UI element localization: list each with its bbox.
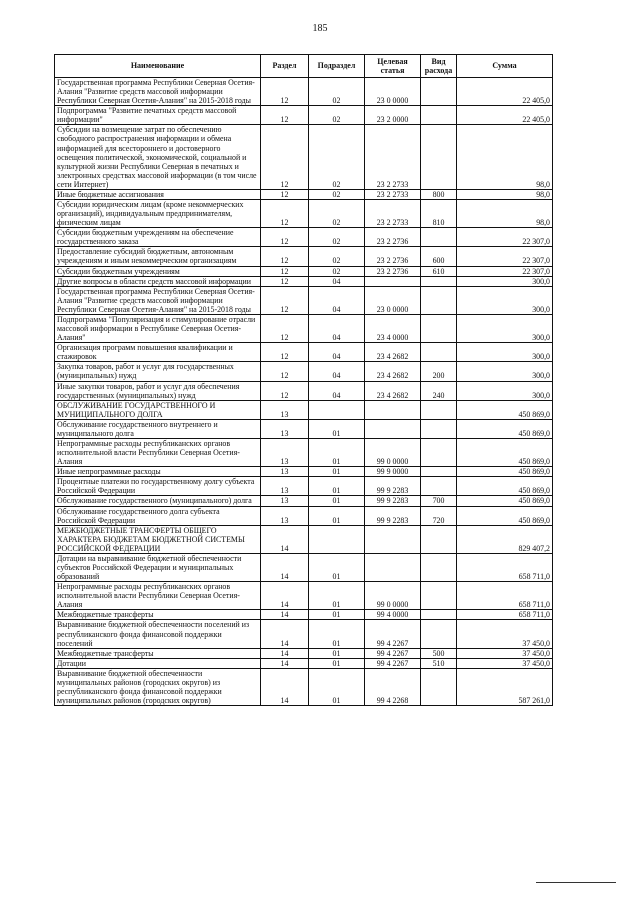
row-name-cell: Иные закупки товаров, работ и услуг для обеспечения государственных (муниципальных) нужд xyxy=(55,381,261,400)
row-target-cell: 99 9 2283 xyxy=(365,477,421,496)
row-subsection-cell: 04 xyxy=(309,314,365,342)
row-target-cell: 99 0 0000 xyxy=(365,438,421,466)
row-section-cell: 12 xyxy=(261,286,309,314)
row-subsection-cell xyxy=(309,400,365,419)
table-row xyxy=(55,362,553,381)
table-row xyxy=(55,610,553,620)
table-row xyxy=(55,419,553,438)
row-section-cell: 13 xyxy=(261,400,309,419)
row-subsection-cell: 02 xyxy=(309,78,365,106)
row-name-cell: Закупка товаров, работ и услуг для государственных (муниципальных) нужд xyxy=(55,362,261,381)
row-target-cell xyxy=(365,525,421,553)
table-row xyxy=(55,228,553,247)
row-section-cell: 12 xyxy=(261,125,309,190)
header-sum: Сумма xyxy=(457,55,553,78)
row-target-cell: 23 0 0000 xyxy=(365,78,421,106)
row-subsection-cell: 01 xyxy=(309,668,365,705)
row-name-cell: Государственная программа Республики Северная Осетия-Алания "Развитие средств массовой информации Республики Северная Осетия-Алания" на 2015-2018 годы xyxy=(55,286,261,314)
table-row xyxy=(55,276,553,286)
row-section-cell: 12 xyxy=(261,200,309,228)
row-name-cell: Иные бюджетные ассигнования xyxy=(55,189,261,199)
row-subsection-cell: 01 xyxy=(309,582,365,610)
row-subsection-cell: 02 xyxy=(309,228,365,247)
row-sum-cell: 300,0 xyxy=(457,343,553,362)
row-section-cell: 13 xyxy=(261,438,309,466)
table-row xyxy=(55,553,553,581)
table-row xyxy=(55,78,553,106)
header-subsection: Подраздел xyxy=(309,55,365,78)
row-section-cell: 14 xyxy=(261,620,309,648)
row-type-cell xyxy=(421,477,457,496)
header-type: Вид расхода xyxy=(421,55,457,78)
row-subsection-cell: 04 xyxy=(309,343,365,362)
row-section-cell: 14 xyxy=(261,582,309,610)
row-type-cell xyxy=(421,620,457,648)
row-subsection-cell: 01 xyxy=(309,438,365,466)
row-sum-cell: 658 711,0 xyxy=(457,553,553,581)
row-type-cell xyxy=(421,314,457,342)
row-name-cell: Подпрограмма "Развитие печатных средств массовой информации" xyxy=(55,106,261,125)
table-row xyxy=(55,658,553,668)
row-type-cell xyxy=(421,467,457,477)
row-type-cell: 720 xyxy=(421,506,457,525)
row-target-cell: 23 4 0000 xyxy=(365,314,421,342)
row-sum-cell: 450 869,0 xyxy=(457,438,553,466)
row-subsection-cell: 01 xyxy=(309,620,365,648)
row-target-cell: 99 4 2267 xyxy=(365,620,421,648)
row-target-cell: 99 4 0000 xyxy=(365,610,421,620)
row-sum-cell: 450 869,0 xyxy=(457,477,553,496)
header-name: Наименование xyxy=(55,55,261,78)
table-row xyxy=(55,525,553,553)
row-type-cell xyxy=(421,438,457,466)
row-subsection-cell: 01 xyxy=(309,467,365,477)
row-section-cell: 12 xyxy=(261,247,309,266)
header-target: Целевая статья xyxy=(365,55,421,78)
row-target-cell: 23 4 2682 xyxy=(365,343,421,362)
row-section-cell: 14 xyxy=(261,610,309,620)
row-name-cell: Субсидии юридическим лицам (кроме некоммерческих организаций), индивидуальным предпринимателям, физическим лицам xyxy=(55,200,261,228)
row-name-cell: Иные непрограммные расходы xyxy=(55,467,261,477)
row-subsection-cell: 02 xyxy=(309,106,365,125)
row-sum-cell: 450 869,0 xyxy=(457,400,553,419)
row-type-cell xyxy=(421,228,457,247)
row-name-cell: Обслуживание государственного долга субъекта Российской Федерации xyxy=(55,506,261,525)
row-name-cell: Непрограммные расходы республиканских органов исполнительной власти Республики Северная Осетия-Алания xyxy=(55,438,261,466)
row-sum-cell: 22 405,0 xyxy=(457,78,553,106)
row-target-cell: 23 2 2736 xyxy=(365,228,421,247)
row-type-cell xyxy=(421,106,457,125)
footer-rule xyxy=(536,882,616,883)
row-target-cell xyxy=(365,276,421,286)
row-section-cell: 12 xyxy=(261,314,309,342)
row-target-cell: 23 2 2733 xyxy=(365,125,421,190)
row-sum-cell: 300,0 xyxy=(457,314,553,342)
row-target-cell: 23 2 2733 xyxy=(365,189,421,199)
row-name-cell: ОБСЛУЖИВАНИЕ ГОСУДАРСТВЕННОГО И МУНИЦИПАЛЬНОГО ДОЛГА xyxy=(55,400,261,419)
row-subsection-cell: 02 xyxy=(309,189,365,199)
row-type-cell: 810 xyxy=(421,200,457,228)
row-target-cell: 23 2 0000 xyxy=(365,106,421,125)
row-section-cell: 14 xyxy=(261,648,309,658)
table-row xyxy=(55,189,553,199)
row-section-cell: 12 xyxy=(261,189,309,199)
row-name-cell: Государственная программа Республики Северная Осетия-Алания "Развитие средств массовой информации Республики Северная Осетия-Алания" на 2015-2018 годы xyxy=(55,78,261,106)
table-row xyxy=(55,247,553,266)
row-type-cell xyxy=(421,125,457,190)
row-name-cell: Межбюджетные трансферты xyxy=(55,648,261,658)
row-sum-cell: 450 869,0 xyxy=(457,419,553,438)
row-subsection-cell: 02 xyxy=(309,247,365,266)
row-sum-cell: 98,0 xyxy=(457,200,553,228)
row-type-cell xyxy=(421,668,457,705)
row-section-cell: 12 xyxy=(261,343,309,362)
row-target-cell: 23 4 2682 xyxy=(365,362,421,381)
row-section-cell: 12 xyxy=(261,228,309,247)
row-section-cell: 12 xyxy=(261,362,309,381)
row-target-cell: 99 4 2267 xyxy=(365,648,421,658)
table-row xyxy=(55,668,553,705)
row-sum-cell: 658 711,0 xyxy=(457,610,553,620)
row-name-cell: Межбюджетные трансферты xyxy=(55,610,261,620)
table-row xyxy=(55,125,553,190)
row-target-cell: 23 2 2733 xyxy=(365,200,421,228)
row-sum-cell: 450 869,0 xyxy=(457,467,553,477)
row-name-cell: Субсидии бюджетным учреждениям на обеспечение государственного заказа xyxy=(55,228,261,247)
table-row xyxy=(55,582,553,610)
row-sum-cell: 300,0 xyxy=(457,362,553,381)
row-sum-cell: 658 711,0 xyxy=(457,582,553,610)
row-sum-cell: 587 261,0 xyxy=(457,668,553,705)
row-sum-cell: 22 307,0 xyxy=(457,228,553,247)
row-name-cell: Субсидии на возмещение затрат по обеспечению свободного распространения информации и обмена информацией для всестороннего и достоверного освещения политической, экономической, социальной и культурной жизни Республики Северная в печатных и электронных средствах массовой информации (в том числе сети Интернет) xyxy=(55,125,261,190)
row-subsection-cell: 02 xyxy=(309,125,365,190)
row-type-cell xyxy=(421,610,457,620)
row-sum-cell: 98,0 xyxy=(457,125,553,190)
row-subsection-cell: 01 xyxy=(309,419,365,438)
row-section-cell: 12 xyxy=(261,381,309,400)
row-section-cell: 13 xyxy=(261,506,309,525)
row-type-cell: 200 xyxy=(421,362,457,381)
row-name-cell: Субсидии бюджетным учреждениям xyxy=(55,266,261,276)
table-row xyxy=(55,496,553,506)
row-name-cell: Подпрограмма "Популяризация и стимулирование отрасли массовой информации в Республике Северная Осетия-Алания" xyxy=(55,314,261,342)
row-type-cell xyxy=(421,286,457,314)
row-sum-cell: 450 869,0 xyxy=(457,506,553,525)
row-subsection-cell: 04 xyxy=(309,286,365,314)
row-type-cell xyxy=(421,400,457,419)
row-subsection-cell: 04 xyxy=(309,362,365,381)
header-section: Раздел xyxy=(261,55,309,78)
row-sum-cell: 37 450,0 xyxy=(457,658,553,668)
row-type-cell: 700 xyxy=(421,496,457,506)
table-row xyxy=(55,266,553,276)
budget-table xyxy=(54,54,553,706)
row-section-cell: 12 xyxy=(261,266,309,276)
row-section-cell: 14 xyxy=(261,553,309,581)
row-target-cell xyxy=(365,419,421,438)
row-section-cell: 12 xyxy=(261,106,309,125)
row-name-cell: Обслуживание государственного внутреннего и муниципального долга xyxy=(55,419,261,438)
row-sum-cell: 450 869,0 xyxy=(457,496,553,506)
row-subsection-cell: 01 xyxy=(309,610,365,620)
row-name-cell: Непрограммные расходы республиканских органов исполнительной власти Республики Северная Осетия-Алания xyxy=(55,582,261,610)
table-row xyxy=(55,400,553,419)
row-subsection-cell: 04 xyxy=(309,381,365,400)
row-sum-cell: 829 407,2 xyxy=(457,525,553,553)
row-name-cell: Предоставление субсидий бюджетным, автономным учреждениям и иным некоммерческим организациям xyxy=(55,247,261,266)
row-sum-cell: 300,0 xyxy=(457,286,553,314)
row-sum-cell: 22 307,0 xyxy=(457,247,553,266)
row-section-cell: 13 xyxy=(261,496,309,506)
row-subsection-cell: 01 xyxy=(309,648,365,658)
row-target-cell: 99 4 2267 xyxy=(365,658,421,668)
row-type-cell: 240 xyxy=(421,381,457,400)
table-row xyxy=(55,381,553,400)
row-target-cell xyxy=(365,400,421,419)
row-target-cell: 23 2 2736 xyxy=(365,247,421,266)
row-subsection-cell: 01 xyxy=(309,477,365,496)
row-target-cell: 99 4 2268 xyxy=(365,668,421,705)
row-section-cell: 14 xyxy=(261,668,309,705)
table-row xyxy=(55,343,553,362)
row-type-cell xyxy=(421,525,457,553)
row-section-cell: 14 xyxy=(261,525,309,553)
row-section-cell: 14 xyxy=(261,658,309,668)
row-type-cell xyxy=(421,419,457,438)
table-row xyxy=(55,438,553,466)
row-type-cell xyxy=(421,78,457,106)
row-type-cell: 600 xyxy=(421,247,457,266)
row-sum-cell: 37 450,0 xyxy=(457,648,553,658)
row-section-cell: 13 xyxy=(261,419,309,438)
table-row xyxy=(55,477,553,496)
row-name-cell: Организация программ повышения квалификации и стажировок xyxy=(55,343,261,362)
row-section-cell: 13 xyxy=(261,467,309,477)
table-row xyxy=(55,506,553,525)
row-subsection-cell: 04 xyxy=(309,276,365,286)
row-target-cell xyxy=(365,553,421,581)
row-subsection-cell: 01 xyxy=(309,658,365,668)
row-subsection-cell xyxy=(309,525,365,553)
row-type-cell xyxy=(421,276,457,286)
row-target-cell: 99 0 0000 xyxy=(365,582,421,610)
row-subsection-cell: 02 xyxy=(309,200,365,228)
row-sum-cell: 37 450,0 xyxy=(457,620,553,648)
table-row xyxy=(55,620,553,648)
row-name-cell: Процентные платежи по государственному долгу субъекта Российской Федерации xyxy=(55,477,261,496)
row-type-cell: 610 xyxy=(421,266,457,276)
row-name-cell: Обслуживание государственного (муниципального) долга xyxy=(55,496,261,506)
row-target-cell: 23 4 2682 xyxy=(365,381,421,400)
row-type-cell xyxy=(421,343,457,362)
table-row xyxy=(55,648,553,658)
row-subsection-cell: 01 xyxy=(309,496,365,506)
row-type-cell xyxy=(421,582,457,610)
row-name-cell: Другие вопросы в области средств массовой информации xyxy=(55,276,261,286)
row-type-cell: 800 xyxy=(421,189,457,199)
row-sum-cell: 300,0 xyxy=(457,276,553,286)
row-sum-cell: 22 307,0 xyxy=(457,266,553,276)
row-subsection-cell: 01 xyxy=(309,506,365,525)
row-name-cell: Выравнивание бюджетной обеспеченности поселений из республиканского фонда финансовой поддержки поселений xyxy=(55,620,261,648)
page-number: 185 xyxy=(312,23,328,34)
table-header-row xyxy=(55,55,553,78)
row-subsection-cell: 01 xyxy=(309,553,365,581)
row-target-cell: 23 0 0000 xyxy=(365,286,421,314)
row-target-cell: 23 2 2736 xyxy=(365,266,421,276)
row-target-cell: 99 9 0000 xyxy=(365,467,421,477)
row-type-cell: 500 xyxy=(421,648,457,658)
table-row xyxy=(55,200,553,228)
row-name-cell: Дотации на выравнивание бюджетной обеспеченности субъектов Российской Федерации и муниципальных образований xyxy=(55,553,261,581)
row-section-cell: 12 xyxy=(261,78,309,106)
table-row xyxy=(55,286,553,314)
row-section-cell: 12 xyxy=(261,276,309,286)
row-target-cell: 99 9 2283 xyxy=(365,496,421,506)
row-type-cell: 510 xyxy=(421,658,457,668)
row-section-cell: 13 xyxy=(261,477,309,496)
row-name-cell: Дотации xyxy=(55,658,261,668)
row-name-cell: Выравнивание бюджетной обеспеченности муниципальных районов (городских округов) из республиканского фонда финансовой поддержки муниципальных районов (городских округов) xyxy=(55,668,261,705)
table-row xyxy=(55,314,553,342)
row-sum-cell: 22 405,0 xyxy=(457,106,553,125)
row-type-cell xyxy=(421,553,457,581)
row-name-cell: МЕЖБЮДЖЕТНЫЕ ТРАНСФЕРТЫ ОБЩЕГО ХАРАКТЕРА БЮДЖЕТАМ БЮДЖЕТНОЙ СИСТЕМЫ РОССИЙСКОЙ ФЕДЕРАЦИИ xyxy=(55,525,261,553)
row-sum-cell: 300,0 xyxy=(457,381,553,400)
row-target-cell: 99 9 2283 xyxy=(365,506,421,525)
table-row xyxy=(55,467,553,477)
table-row xyxy=(55,106,553,125)
row-sum-cell: 98,0 xyxy=(457,189,553,199)
row-subsection-cell: 02 xyxy=(309,266,365,276)
